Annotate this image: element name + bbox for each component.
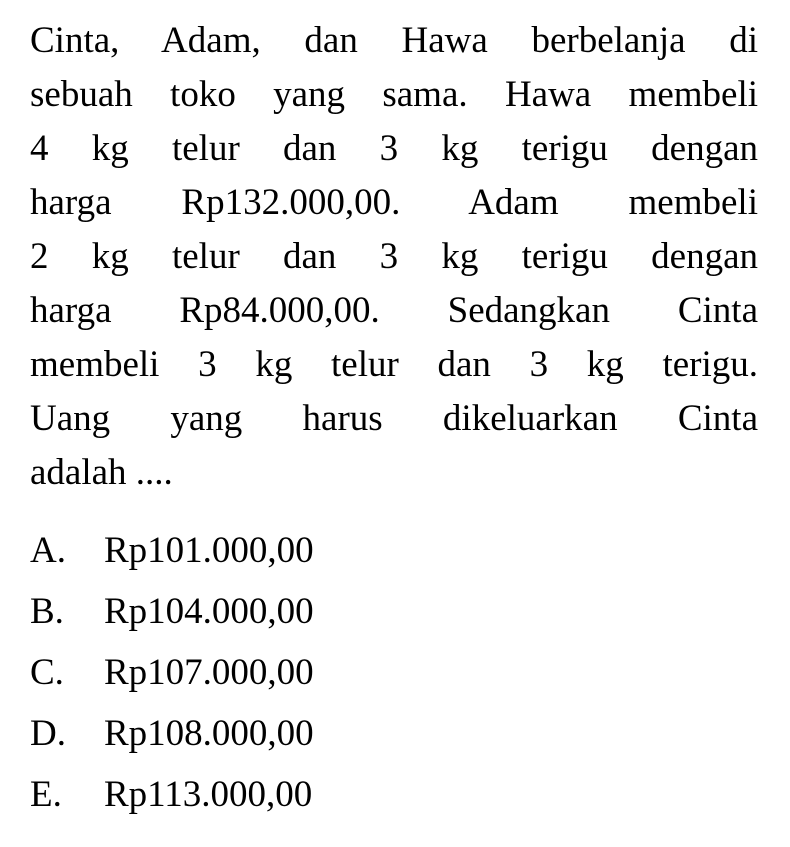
question-line: Cinta, Adam, dan Hawa berbelanja di [30, 20, 758, 61]
option-letter: C. [30, 652, 64, 693]
option-letter: B. [30, 591, 64, 632]
question-line: Uang yang harus dikeluarkan Cinta [30, 398, 758, 439]
option-text: Rp113.000,00 [104, 774, 313, 815]
option-text: Rp101.000,00 [104, 530, 314, 571]
question-line: adalah .... [30, 452, 173, 493]
option-c[interactable] [30, 642, 314, 703]
option-letter: E. [30, 774, 62, 815]
option-d[interactable] [30, 703, 314, 764]
question-line: membeli 3 kg telur dan 3 kg terigu. [30, 344, 758, 385]
question-line: harga Rp84.000,00. Sedangkan Cinta [30, 290, 758, 331]
option-b[interactable] [30, 581, 314, 642]
option-a[interactable] [30, 520, 314, 581]
option-text: Rp104.000,00 [104, 591, 314, 632]
question-line: harga Rp132.000,00. Adam membeli [30, 182, 758, 223]
option-text: Rp108.000,00 [104, 713, 314, 754]
answer-options [30, 520, 314, 825]
option-text: Rp107.000,00 [104, 652, 314, 693]
option-letter: A. [30, 530, 66, 571]
question-line: 2 kg telur dan 3 kg terigu dengan [30, 236, 758, 277]
question-line: 4 kg telur dan 3 kg terigu dengan [30, 128, 758, 169]
option-e[interactable] [30, 764, 314, 825]
question-text [30, 14, 758, 500]
question-line: sebuah toko yang sama. Hawa membeli [30, 74, 758, 115]
option-letter: D. [30, 713, 66, 754]
